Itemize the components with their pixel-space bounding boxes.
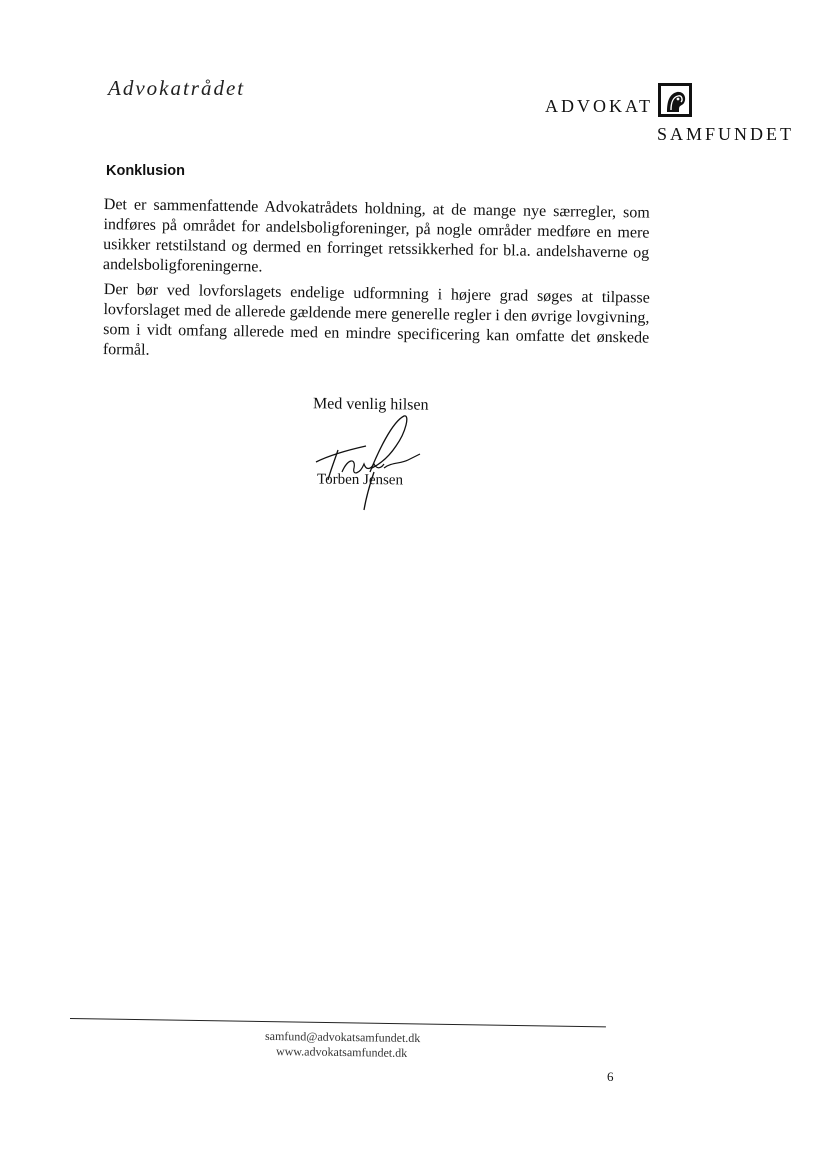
closing-greeting: Med venlig hilsen: [312, 395, 429, 414]
letterhead-title: Advokatrådet: [108, 76, 246, 100]
paragraph-recommendation: Der bør ved lovforslagets endelige udformning i højere grad søges at tilpasse lovforslaget med de allerede gældende mere generelle regler i den øvrige lovgivning, som i vidt omfang allerede med en mindre specificering kan omfatte det ønskede formål.: [102, 280, 650, 359]
paragraph-conclusion: Det er sammenfattende Advokatrådets holdning, at de mange nye særregler, som indføres på området for andelsboligforeninger, på nogle områder medføre en mere usikker retstilstand og dermed en forringet retssikkerhed for bl.a. andelshaverne og andelsboligforeningerne.: [102, 195, 650, 276]
signatory-name: Torben Jensen: [316, 471, 404, 489]
brand-name-bottom: SAMFUNDET: [657, 124, 795, 144]
handwritten-signature: [308, 412, 428, 512]
section-heading: Konklusion: [106, 163, 185, 179]
footer-divider: [70, 1018, 606, 1027]
brand-name-top: ADVOKAT: [545, 96, 653, 116]
footer-website-link[interactable]: www.advokatsamfundet.dk: [275, 1044, 408, 1060]
footer-email-link[interactable]: samfund@advokatsamfundet.dk: [264, 1028, 421, 1046]
page-number: 6: [607, 1069, 614, 1084]
advokatsamfundet-logo-icon: [657, 82, 693, 118]
